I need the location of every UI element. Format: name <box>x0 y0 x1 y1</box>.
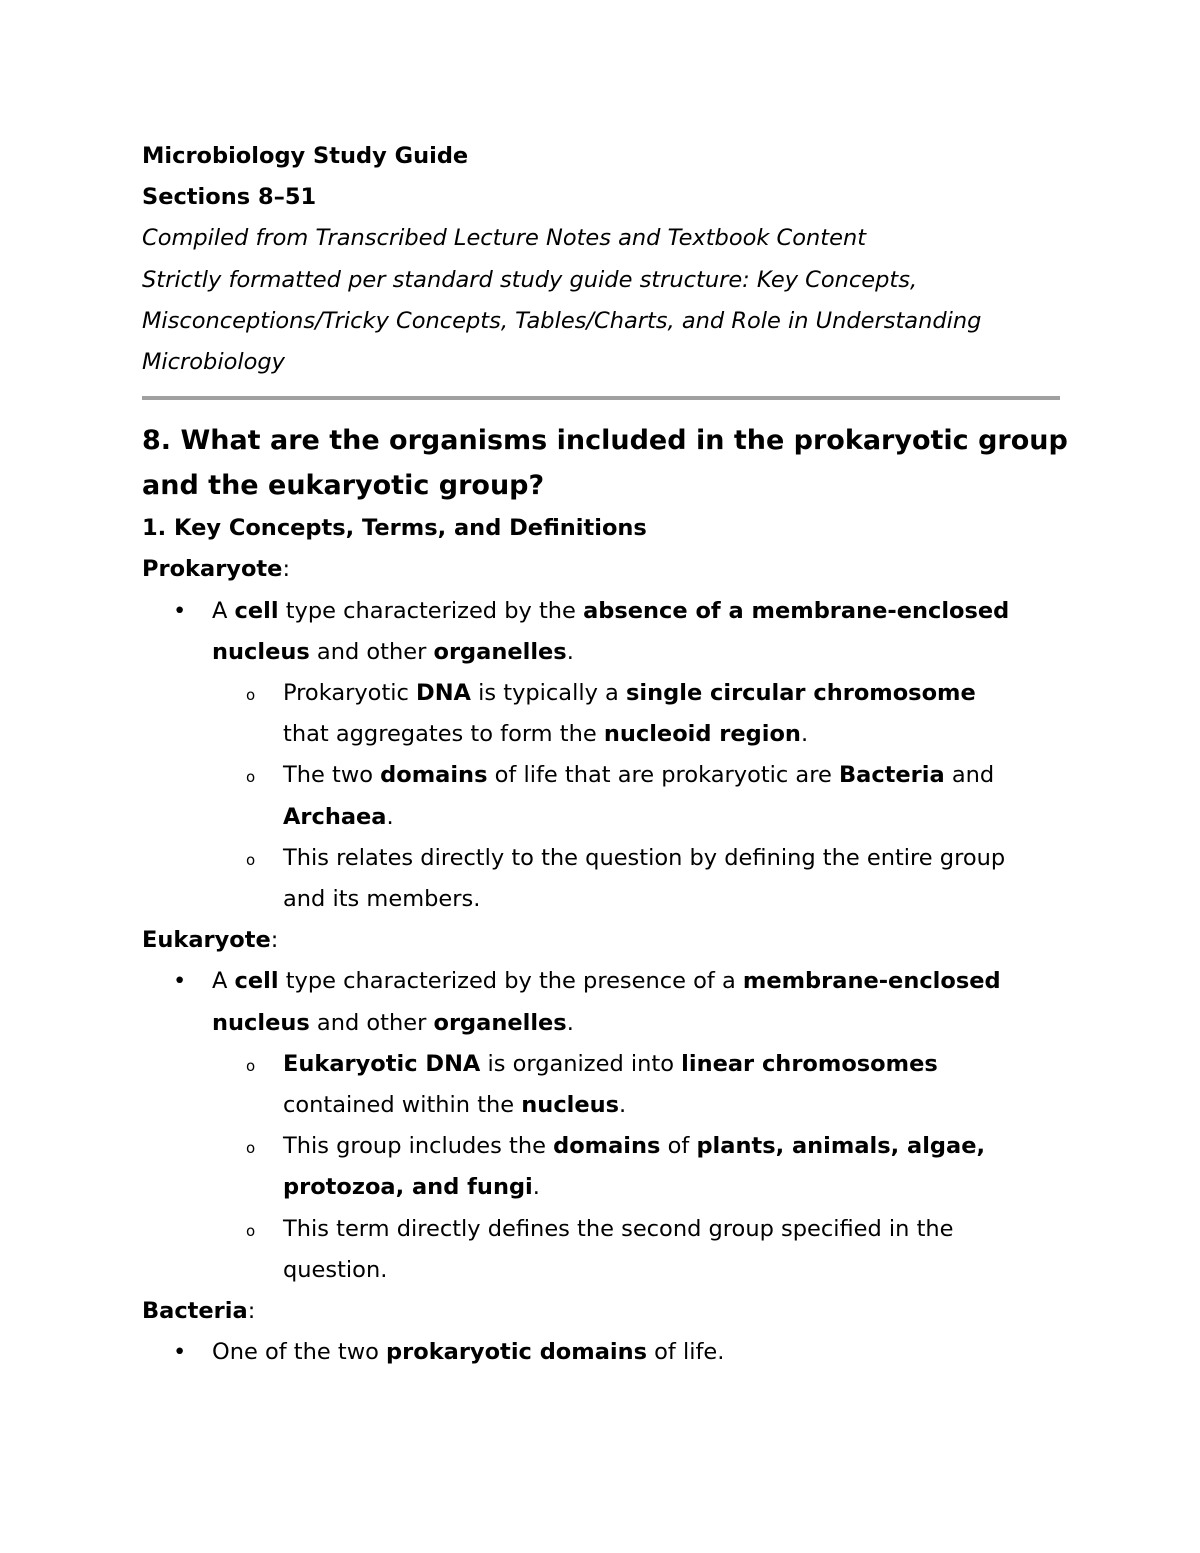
sub-list-item: o The two domains of life that are prokaryotic are Bacteria and Archaea. <box>142 755 1060 837</box>
bullet-icon: • <box>173 597 187 624</box>
doc-subtitle-format-line-2: Misconceptions/Tricky Concepts, Tables/Charts, and Role in Understanding <box>142 307 982 334</box>
hollow-bullet-icon: o <box>246 1221 256 1240</box>
hollow-bullet-icon: o <box>246 1139 256 1158</box>
question-heading-line-2: and the eukaryotic group? <box>142 470 545 502</box>
bullet-icon: • <box>173 968 187 995</box>
term-label-prokaryote: Prokaryote: <box>142 556 291 583</box>
section-heading: 1. Key Concepts, Terms, and Definitions <box>142 515 647 542</box>
document-page <box>142 136 1068 1373</box>
question-heading-line-1: 8. What are the organisms included in the prokaryotic group <box>142 425 1068 457</box>
horizontal-divider <box>142 396 1060 400</box>
doc-title: Microbiology Study Guide <box>142 143 469 169</box>
sub-list-item: o This relates directly to the question by defining the entire group and its members. <box>142 838 1060 920</box>
term-label-bacteria: Bacteria: <box>142 1298 256 1325</box>
bullet-icon: • <box>173 1339 187 1366</box>
hollow-bullet-icon: o <box>246 686 256 705</box>
list-item: • A cell type characterized by the presence of a membrane-enclosed nucleus and other organelles. <box>142 961 1060 1043</box>
doc-subtitle-format-line-1: Strictly formatted per standard study guide structure: Key Concepts, <box>142 266 918 293</box>
doc-subtitle-source: Compiled from Transcribed Lecture Notes and Textbook Content <box>142 225 867 252</box>
sub-list-item: o This term directly defines the second group specified in the question. <box>142 1209 1060 1291</box>
list-item: • A cell type characterized by the absence of a membrane-enclosed nucleus and other organelles. <box>142 591 1060 673</box>
doc-subtitle-format-line-3: Microbiology <box>142 349 285 376</box>
term-label-eukaryote: Eukaryote: <box>142 927 279 954</box>
hollow-bullet-icon: o <box>246 850 256 869</box>
sub-list-item: o This group includes the domains of plants, animals, algae, protozoa, and fungi. <box>142 1126 1060 1208</box>
hollow-bullet-icon: o <box>246 768 256 787</box>
sub-list-item: o Eukaryotic DNA is organized into linear chromosomes contained within the nucleus. <box>142 1044 1060 1126</box>
doc-sections: Sections 8–51 <box>142 184 317 211</box>
list-item: • One of the two prokaryotic domains of life. <box>142 1332 1060 1373</box>
sub-list-item: o Prokaryotic DNA is typically a single circular chromosome that aggregates to form the nucleoid region. <box>142 673 1060 755</box>
hollow-bullet-icon: o <box>246 1056 256 1075</box>
